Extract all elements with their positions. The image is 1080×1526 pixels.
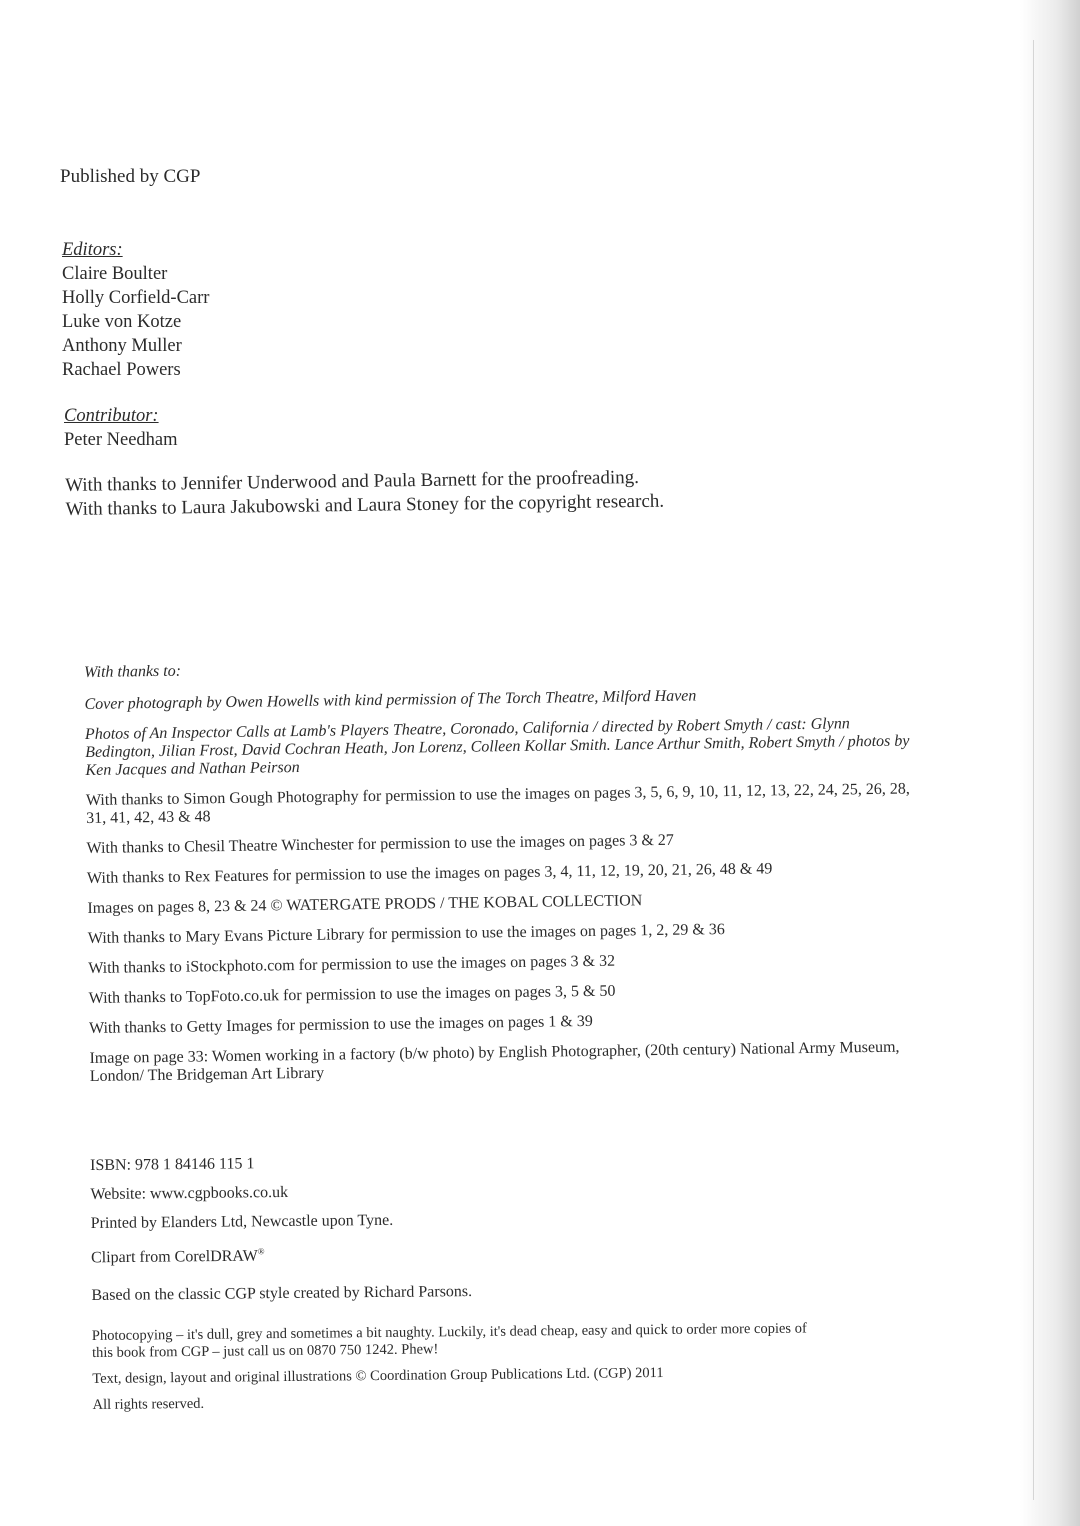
- editor-name: Anthony Muller: [62, 336, 182, 356]
- publisher-line: Published by CGP: [60, 166, 201, 187]
- contributor-heading: Contributor:: [64, 406, 159, 426]
- page-edge-line: [1033, 40, 1034, 1500]
- cover-credit: Cover photograph by Owen Howells with kind permission of The Torch Theatre, Milford Haven: [84, 687, 697, 713]
- contributor-section: [64, 404, 178, 452]
- credit-line: Images on pages 8, 23 & 24 © WATERGATE PRODS / THE KOBAL COLLECTION: [87, 892, 643, 917]
- editor-name: Claire Boulter: [62, 264, 168, 284]
- credit-line: With thanks to TopFoto.co.uk for permission to use the images on pages 3, 5 & 50: [88, 982, 616, 1007]
- rights-reserved: All rights reserved.: [92, 1396, 205, 1414]
- clipart-credit: [91, 1235, 811, 1268]
- credit-line: Image on page 33: Women working in a factory (b/w photo) by English Photographer, (20th century) National Army Museum, London/ The Bridgeman Art Library: [89, 1038, 900, 1085]
- editors-section: [62, 238, 209, 382]
- credit-line: With thanks to Getty Images for permission to use the images on pages 1 & 39: [88, 1012, 593, 1037]
- clipart-text: Clipart from CorelDRAW: [90, 1247, 258, 1267]
- style-credit: Based on the classic CGP style created by Richard Parsons.: [91, 1283, 473, 1305]
- credit-line: With thanks to Mary Evans Picture Library for permission to use the images on pages 1, 2, 29 & 36: [87, 921, 725, 947]
- photos-credit: Photos of An Inspector Calls at Lamb's Players Theatre, Coronado, California / directed by Robert Smyth / cast: Glynn Bedington, Jilian Frost, David Cochran Heath, Jon Lorenz, Colleen Kollar Smith. Lance Arthur Smith, Robert Smyth / photos by Ken Jacques and Nathan Peirson: [84, 715, 910, 779]
- credit-line: With thanks to iStockphoto.com for permission to use the images on pages 3 & 32: [88, 952, 616, 977]
- credit-line: With thanks to Chesil Theatre Winchester for permission to use the images on pages 3 & 27: [86, 831, 674, 857]
- editor-name: Rachael Powers: [62, 360, 181, 380]
- printer: Printed by Elanders Ltd, Newcastle upon Tyne.: [90, 1211, 394, 1232]
- copyright-notice: Text, design, layout and original illustrations © Coordination Group Publications Ltd. (CGP) 2011: [92, 1365, 664, 1388]
- copyright-research-line: With thanks to Laura Jakubowski and Laura Stoney for the copyright research.: [65, 490, 665, 520]
- credit-line: With thanks to Simon Gough Photography for permission to use the images on pages 3, 5, 6, 9, 10, 11, 12, 13, 22, 24, 25, 26, 28, 31, 41, 42, 43 & 48: [85, 780, 910, 827]
- credit-line: With thanks to Rex Features for permission to use the images on pages 3, 4, 11, 12, 19, 20, 21, 26, 48 & 49: [86, 860, 773, 887]
- publication-info: [90, 1148, 813, 1423]
- contributor-name: Peter Needham: [64, 430, 178, 450]
- image-credits-heading: With thanks to:: [84, 662, 182, 681]
- isbn: ISBN: 978 1 84146 115 1: [90, 1155, 255, 1174]
- proofreading-thanks: [65, 466, 664, 522]
- website: Website: www.cgpbooks.co.uk: [90, 1183, 289, 1203]
- photocopying-note: Photocopying – it's dull, grey and sometimes a bit naughty. Luckily, it's dead cheap, easy and quick to order more copies of this book from CGP – just call us on 0870 750 1242. Phew!: [91, 1320, 807, 1362]
- editor-name: Holly Corfield-Carr: [62, 288, 210, 308]
- image-credits-section: [84, 652, 926, 1098]
- editor-name: Luke von Kotze: [62, 312, 182, 332]
- editors-heading: Editors:: [62, 240, 123, 260]
- registered-mark: ®: [257, 1246, 265, 1257]
- page-edge-shadow: [1020, 0, 1080, 1526]
- proofreading-line: With thanks to Jennifer Underwood and Paula Barnett for the proofreading.: [65, 466, 640, 496]
